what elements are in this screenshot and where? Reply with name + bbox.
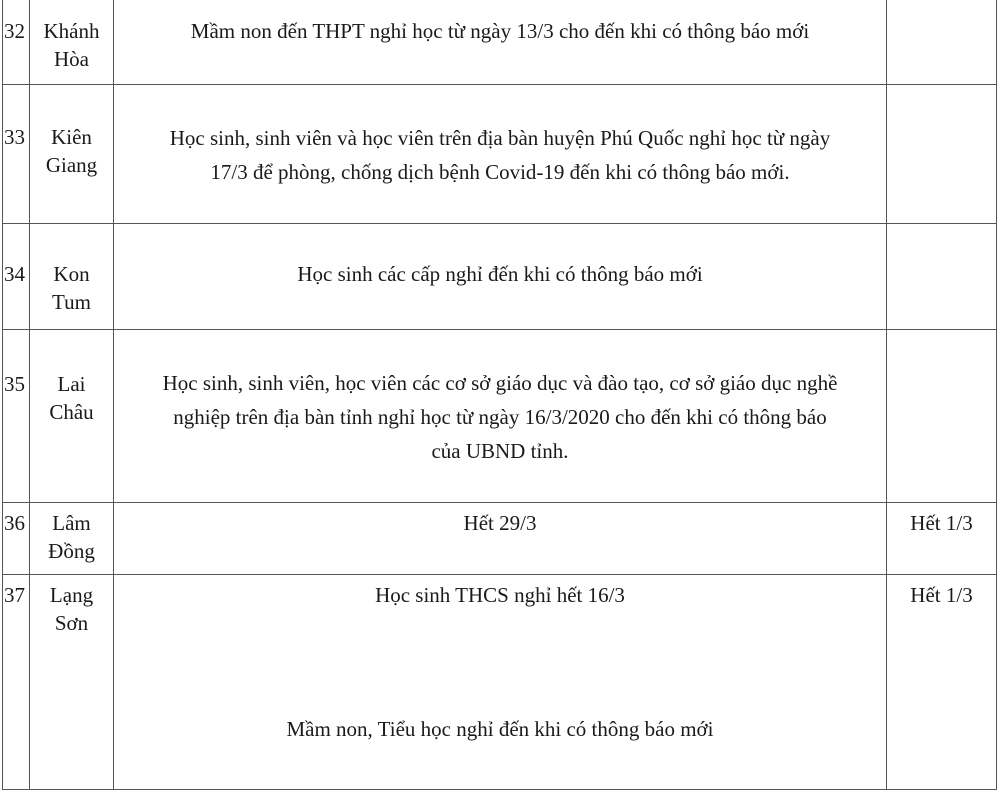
note-cell — [887, 85, 997, 224]
province-cell — [30, 330, 114, 503]
province-line: Sơn — [54, 611, 89, 635]
province-line: Châu — [49, 400, 94, 424]
note-cell: Hết 1/3 — [887, 575, 997, 790]
description-line: Học sinh THCS nghỉ hết 16/3 — [375, 583, 625, 607]
province-line: Hòa — [54, 47, 89, 71]
row-number: 37 — [3, 575, 30, 790]
province-line: Giang — [45, 153, 98, 177]
row-number: 32 — [3, 0, 30, 85]
row-number: 35 — [3, 330, 30, 503]
note-cell — [887, 0, 997, 85]
description-line: Học sinh, sinh viên và học viên trên địa bàn huyện Phú Quốc nghỉ học từ ngày — [169, 126, 831, 150]
province-line: Lạng — [49, 583, 94, 607]
province-line: Lâm — [52, 511, 91, 535]
description-cell — [114, 0, 887, 85]
description-line: Hết 29/3 — [463, 511, 537, 535]
row-number: 36 — [3, 503, 30, 575]
table-row — [3, 85, 997, 224]
note-cell: Hết 1/3 — [887, 503, 997, 575]
table-row — [3, 330, 997, 503]
province-cell — [30, 0, 114, 85]
description-cell — [114, 85, 887, 224]
description-line: nghiệp trên địa bàn tỉnh nghỉ học từ ngày 16/3/2020 cho đến khi có thông báo — [173, 405, 827, 429]
province-line: Kiên — [51, 125, 92, 149]
province-cell — [30, 85, 114, 224]
table-row — [3, 575, 997, 790]
note-cell — [887, 330, 997, 503]
province-line: Khánh — [43, 19, 100, 43]
note-cell — [887, 224, 997, 330]
province-line: Tum — [52, 290, 91, 314]
description-cell — [114, 575, 887, 790]
description-cell — [114, 330, 887, 503]
table-row — [3, 224, 997, 330]
province-cell — [30, 503, 114, 575]
province-line: Đồng — [48, 539, 95, 563]
description-line: Học sinh, sinh viên, học viên các cơ sở giáo dục và đào tạo, cơ sở giáo dục nghề — [162, 371, 838, 395]
row-number: 34 — [3, 224, 30, 330]
description-line: Mầm non, Tiểu học nghỉ đến khi có thông báo mới — [286, 717, 714, 741]
table-row — [3, 503, 997, 575]
province-line: Lai — [57, 372, 86, 396]
table-row — [3, 0, 997, 85]
province-cell — [30, 575, 114, 790]
description-cell — [114, 224, 887, 330]
province-line: Kon — [53, 262, 90, 286]
description-line: của UBND tỉnh. — [431, 439, 569, 463]
description-cell — [114, 503, 887, 575]
row-number: 33 — [3, 85, 30, 224]
closure-table — [2, 0, 997, 790]
province-cell — [30, 224, 114, 330]
description-line: Mầm non đến THPT nghỉ học từ ngày 13/3 cho đến khi có thông báo mới — [190, 19, 810, 43]
description-line: Học sinh các cấp nghỉ đến khi có thông báo mới — [297, 262, 703, 286]
description-line: 17/3 để phòng, chống dịch bệnh Covid-19 đến khi có thông báo mới. — [210, 160, 790, 184]
